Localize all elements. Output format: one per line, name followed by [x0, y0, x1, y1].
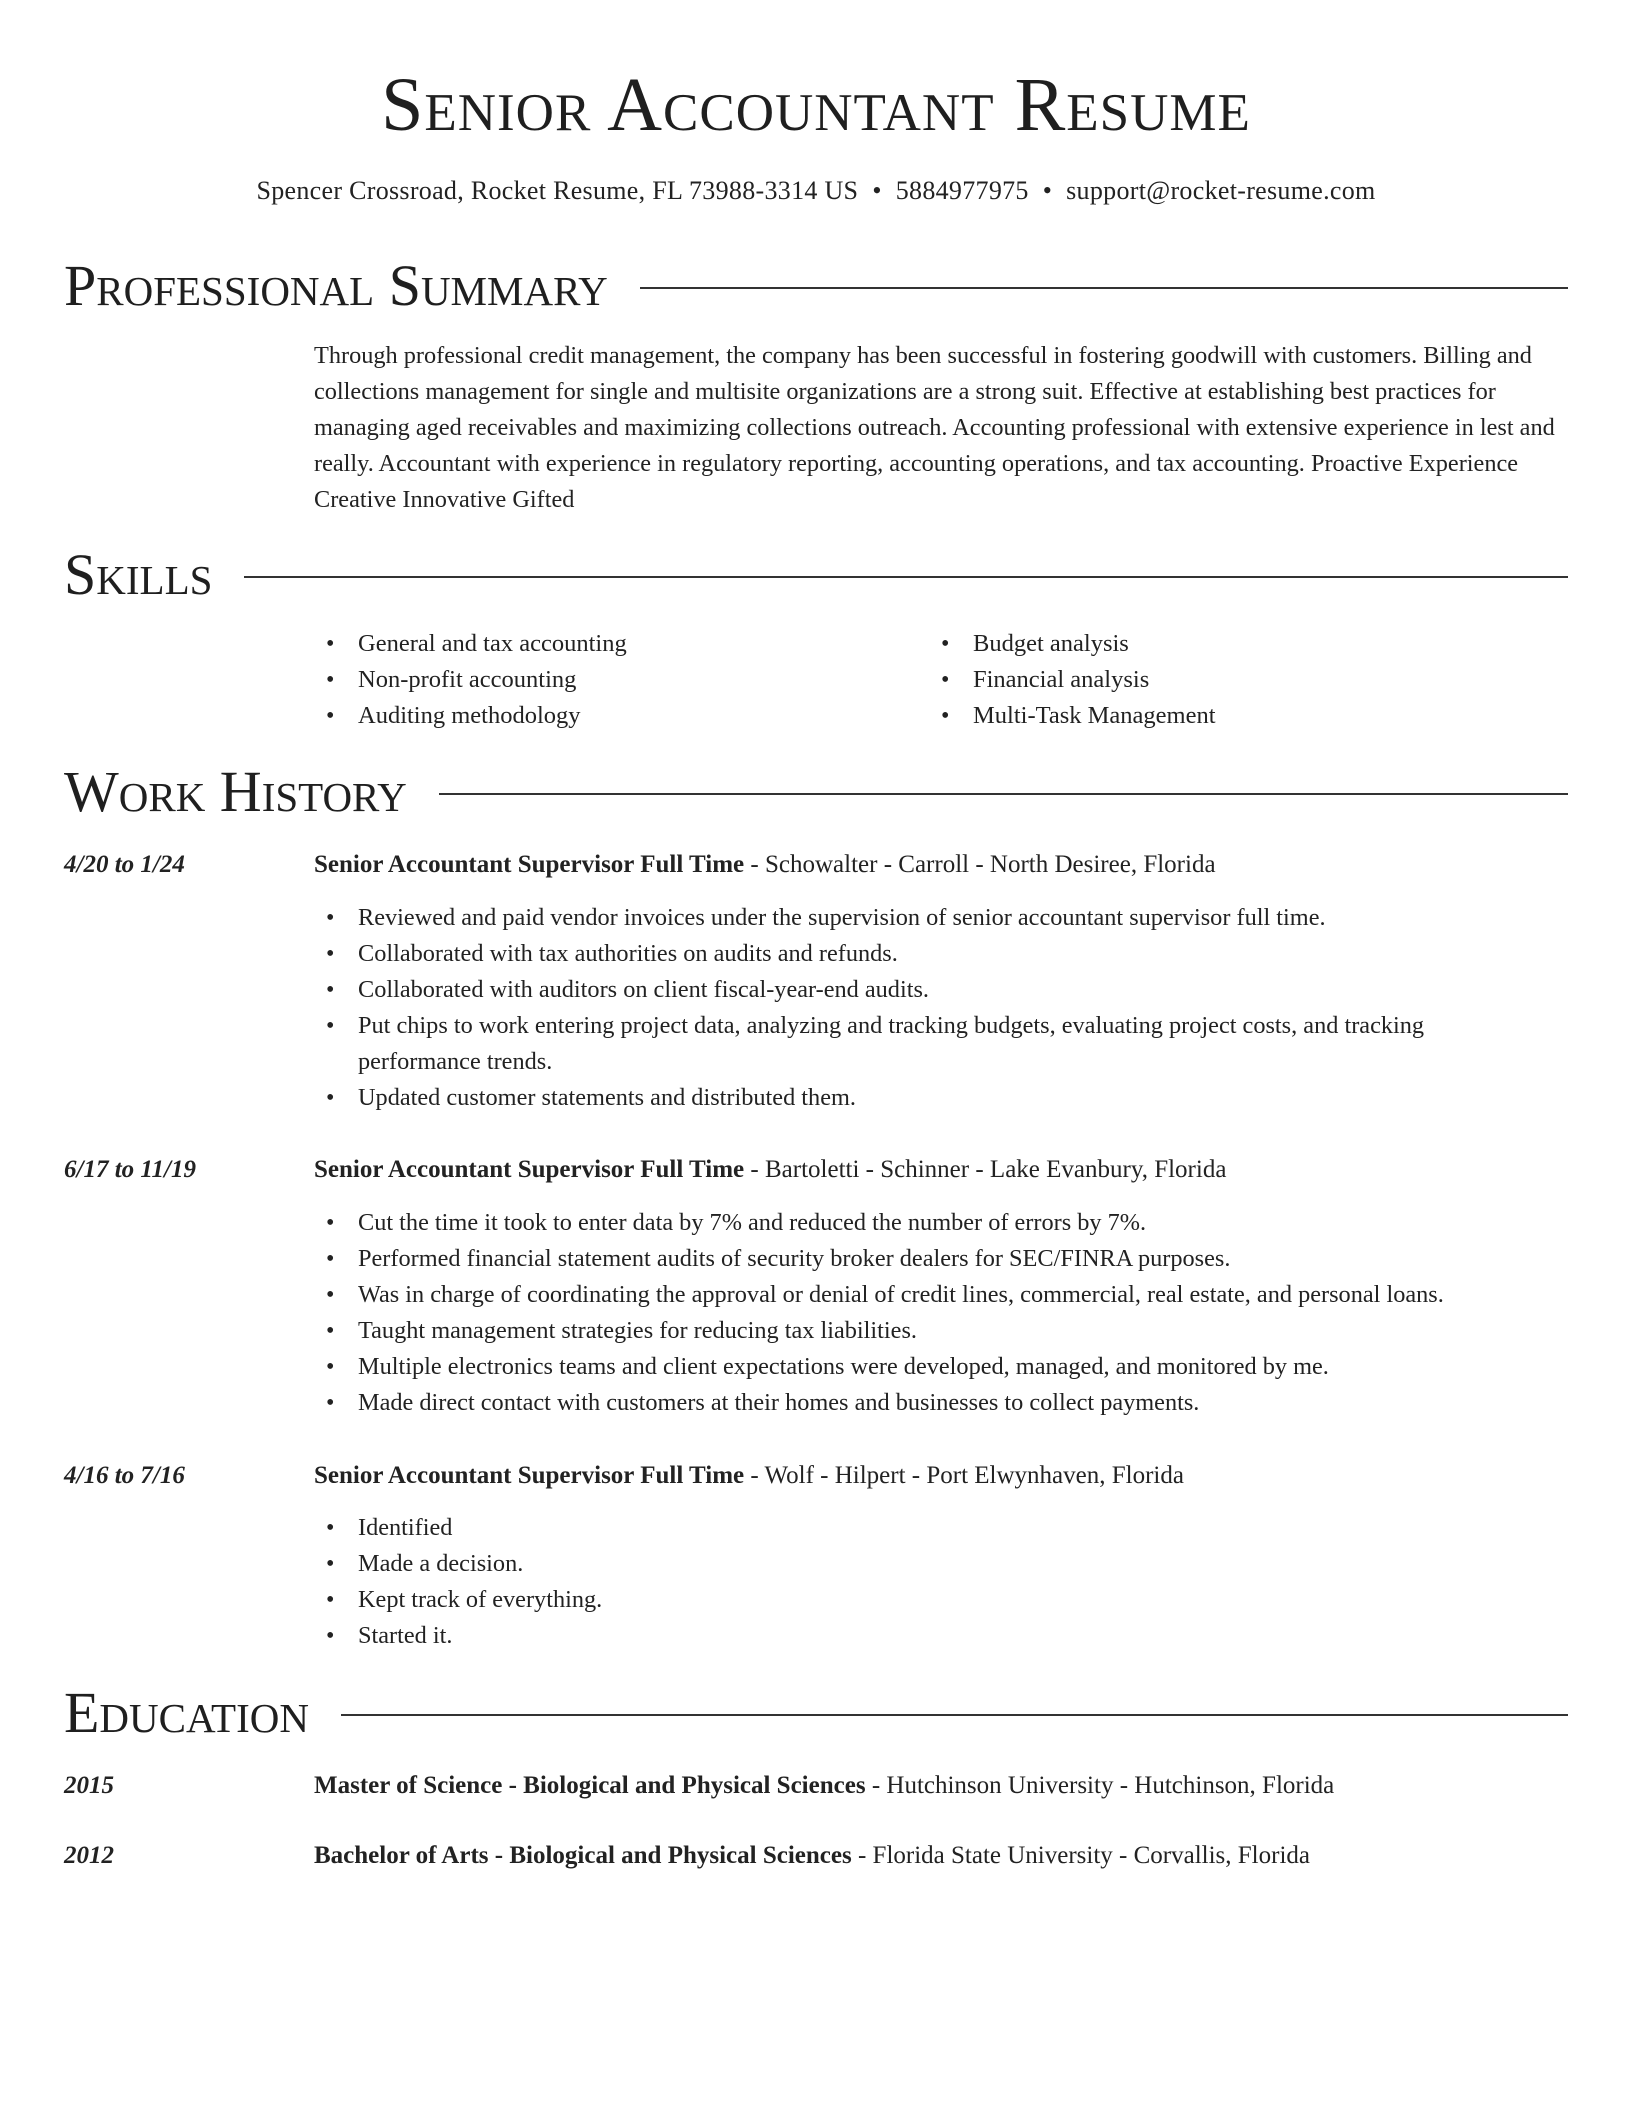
section-heading: Education — [64, 1680, 309, 1745]
job-bullet: • Kept track of everything. — [314, 1582, 1514, 1618]
skill-item: • Financial analysis — [929, 662, 1216, 698]
contact-email: support@rocket-resume.com — [1066, 176, 1376, 205]
job-bullet: • Collaborated with tax authorities on audits and refunds. — [314, 936, 1514, 972]
job-details: - Schowalter - Carroll - North Desiree, Florida — [744, 851, 1216, 878]
contact-address: Spencer Crossroad, Rocket Resume, FL 73988-3314 US — [256, 176, 859, 205]
job-bullet: • Taught management strategies for reducing tax liabilities. — [314, 1313, 1514, 1349]
skills-list-left — [314, 626, 627, 734]
skills-list-right — [929, 626, 1216, 734]
job-bullets — [314, 900, 1514, 1116]
section-divider — [244, 576, 1568, 578]
skill-item: • Budget analysis — [929, 626, 1216, 662]
job-position: Senior Accountant Supervisor Full Time — [314, 1156, 745, 1183]
education-entry — [314, 1768, 1568, 1804]
education-year: 2012 — [64, 1842, 114, 1869]
education-entry — [314, 1838, 1568, 1874]
job-details: - Wolf - Hilpert - Port Elwynhaven, Florida — [744, 1462, 1184, 1489]
contact-line — [0, 174, 1632, 208]
skill-item: • Multi-Task Management — [929, 698, 1216, 734]
job-bullet: • Made a decision. — [314, 1546, 1514, 1582]
job-bullet: • Performed financial statement audits of security broker dealers for SEC/FINRA purposes. — [314, 1241, 1514, 1277]
job-position: Senior Accountant Supervisor Full Time — [314, 851, 745, 878]
job-bullet: • Was in charge of coordinating the approval or denial of credit lines, commercial, real estate, and personal loans. — [314, 1277, 1514, 1313]
section-heading: Professional Summary — [64, 253, 608, 318]
separator: • — [1042, 176, 1053, 205]
education-year: 2015 — [64, 1772, 114, 1799]
section-education — [64, 1681, 1568, 1745]
job-dates: 4/20 to 1/24 — [64, 851, 185, 878]
job-dates: 4/16 to 7/16 — [64, 1462, 185, 1489]
resume-title: Senior Accountant Resume — [381, 63, 1251, 147]
job-header — [314, 847, 1568, 883]
job-bullets — [314, 1205, 1514, 1421]
job-bullet: • Multiple electronics teams and client expectations were developed, managed, and monitored by me. — [314, 1349, 1514, 1385]
job-header — [314, 1458, 1568, 1494]
education-degree: Bachelor of Arts - Biological and Physical Sciences — [314, 1842, 852, 1869]
section-divider — [341, 1714, 1568, 1716]
section-heading: Skills — [64, 542, 213, 607]
skill-item: • General and tax accounting — [314, 626, 627, 662]
job-bullet: • Collaborated with auditors on client fiscal-year-end audits. — [314, 972, 1514, 1008]
section-divider — [640, 287, 1568, 289]
education-details: - Hutchinson University - Hutchinson, Florida — [865, 1772, 1335, 1799]
job-bullet: • Identified — [314, 1510, 1514, 1546]
job-bullet: • Put chips to work entering project data, analyzing and tracking budgets, evaluating project costs, and tracking performance trends. — [314, 1008, 1514, 1080]
skill-item: • Auditing methodology — [314, 698, 627, 734]
skill-item: • Non-profit accounting — [314, 662, 627, 698]
separator: • — [872, 176, 882, 205]
job-header — [314, 1152, 1568, 1188]
education-details: - Florida State University - Corvallis, Florida — [851, 1842, 1310, 1869]
section-skills — [64, 543, 1568, 607]
job-bullet: • Made direct contact with customers at their homes and businesses to collect payments. — [314, 1385, 1514, 1421]
job-bullet: • Cut the time it took to enter data by 7% and reduced the number of errors by 7%. — [314, 1205, 1514, 1241]
section-work-history — [64, 760, 1568, 824]
job-bullet: • Started it. — [314, 1618, 1514, 1654]
job-bullet: • Reviewed and paid vendor invoices under the supervision of senior accountant supervisor full time. — [314, 900, 1514, 936]
job-position: Senior Accountant Supervisor Full Time — [314, 1462, 745, 1489]
job-details: - Bartoletti - Schinner - Lake Evanbury, Florida — [744, 1156, 1227, 1183]
education-degree: Master of Science - Biological and Physical Sciences — [314, 1772, 866, 1799]
section-heading: Work History — [64, 759, 407, 824]
section-professional-summary — [64, 254, 1568, 318]
job-bullet: • Updated customer statements and distributed them. — [314, 1080, 1514, 1116]
section-divider — [439, 793, 1568, 795]
contact-phone: 5884977975 — [895, 176, 1029, 205]
job-dates: 6/17 to 11/19 — [64, 1156, 196, 1183]
job-bullets — [314, 1510, 1514, 1654]
summary-text: Through professional credit management, the company has been successful in fostering goodwill with customers. Billing and collections management for single and multisite organizations are a strong suit. Effective at establishing best practices for managing aged receivables and maximizing collections outreach. Accounting professional with extensive experience in lest and really. Accountant with experience in regulatory reporting, accounting operations, and tax accounting. Proactive Experience Creative Innovative Gifted — [314, 342, 1555, 513]
